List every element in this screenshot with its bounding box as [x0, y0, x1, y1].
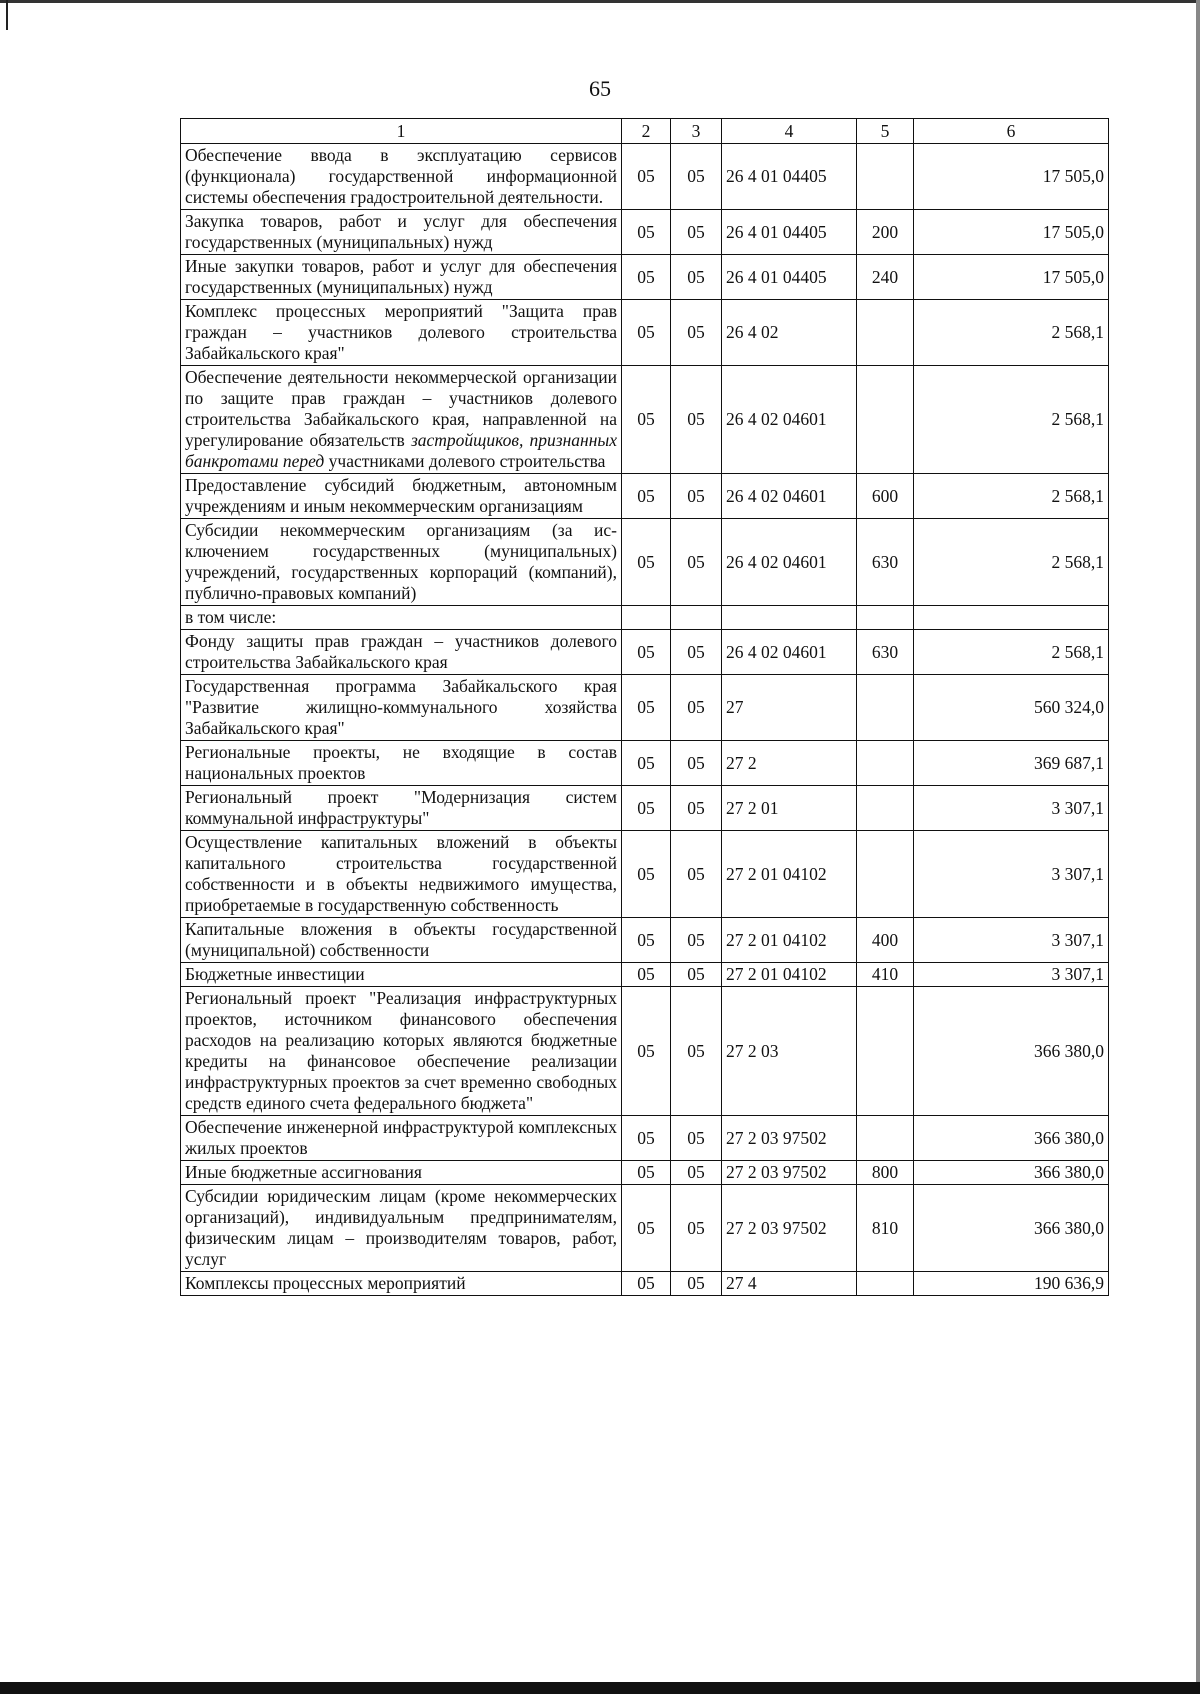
amount-cell: 17 505,0	[914, 255, 1109, 300]
header-cell: 4	[722, 119, 857, 144]
scan-edge-top	[0, 0, 1200, 3]
expense-type-cell: 400	[857, 918, 914, 963]
subsection-code-cell: 05	[671, 630, 722, 675]
target-article-cell: 26 4 02 04601	[722, 519, 857, 606]
subsection-code-cell: 05	[671, 741, 722, 786]
section-code-cell: 05	[622, 1185, 671, 1272]
section-code-cell: 05	[622, 144, 671, 210]
row-name-cell	[181, 786, 622, 831]
row-name-cell	[181, 831, 622, 918]
expense-type-cell: 800	[857, 1161, 914, 1185]
subsection-code-cell: 05	[671, 786, 722, 831]
amount-cell: 366 380,0	[914, 987, 1109, 1116]
amount-cell: 3 307,1	[914, 918, 1109, 963]
amount-cell	[914, 606, 1109, 630]
subsection-code-cell: 05	[671, 210, 722, 255]
section-code-cell: 05	[622, 786, 671, 831]
section-code-cell: 05	[622, 210, 671, 255]
row-name: Закупка товаров, работ и услуг для обеспечения государственных (муниципальных) нужд	[185, 211, 617, 252]
subsection-code-cell: 05	[671, 918, 722, 963]
row-name: в том числе:	[185, 607, 277, 627]
expense-type-cell	[857, 144, 914, 210]
target-article-cell: 27 4	[722, 1272, 857, 1296]
target-article-cell: 26 4 02	[722, 300, 857, 366]
row-name-cell	[181, 1116, 622, 1161]
subsection-code-cell: 05	[671, 519, 722, 606]
table-row	[181, 1161, 1109, 1185]
table-row	[181, 831, 1109, 918]
row-name-cell	[181, 606, 622, 630]
row-name-cell	[181, 519, 622, 606]
section-code-cell: 05	[622, 1116, 671, 1161]
row-name-cell	[181, 987, 622, 1116]
target-article-cell: 27 2 01 04102	[722, 831, 857, 918]
section-code-cell	[622, 606, 671, 630]
header-cell: 6	[914, 119, 1109, 144]
row-name: Региональные проекты, не входящие в состав национальных проектов	[185, 742, 617, 783]
table-row	[181, 918, 1109, 963]
amount-cell: 366 380,0	[914, 1161, 1109, 1185]
subsection-code-cell: 05	[671, 987, 722, 1116]
expense-type-cell: 200	[857, 210, 914, 255]
table-row	[181, 366, 1109, 474]
target-article-cell: 27 2	[722, 741, 857, 786]
table-row	[181, 630, 1109, 675]
row-name-cell	[181, 630, 622, 675]
section-code-cell: 05	[622, 918, 671, 963]
scan-edge-bottom	[0, 1682, 1200, 1694]
target-article-cell: 27 2 01	[722, 786, 857, 831]
row-name: Осуществление капитальных вложений в объекты капитального строительства государственной собственности и в объекты недвижимого имущества, приобретаемые в государственную собственность	[185, 832, 617, 915]
subsection-code-cell: 05	[671, 1116, 722, 1161]
section-code-cell: 05	[622, 1161, 671, 1185]
table-row	[181, 474, 1109, 519]
row-name-cell	[181, 963, 622, 987]
row-name: Обеспечение ввода в эксплуатацию сервисов (функционала) государственной информационной системы обеспечения градостроительной деятельности.	[185, 145, 617, 207]
row-name: Субсидии некоммерческим организациям (за исключением государственных (муниципальных) учреждений, государственных корпораций (компаний), публично-правовых компаний)	[185, 520, 617, 603]
target-article-cell: 27 2 01 04102	[722, 918, 857, 963]
section-code-cell: 05	[622, 987, 671, 1116]
subsection-code-cell: 05	[671, 144, 722, 210]
row-name: Обеспечение деятельности некоммерческой организации по защите прав граждан – участников долевого строительства Забайкальского края, направленной на урегулирование обязательств	[185, 367, 617, 450]
header-cell: 2	[622, 119, 671, 144]
table-row	[181, 675, 1109, 741]
subsection-code-cell: 05	[671, 474, 722, 519]
amount-cell: 366 380,0	[914, 1116, 1109, 1161]
amount-cell: 2 568,1	[914, 474, 1109, 519]
row-name: Государственная программа Забайкальского края "Развитие жилищно-коммунального хозяйства Забайкальского края"	[185, 676, 617, 738]
amount-cell: 366 380,0	[914, 1185, 1109, 1272]
expense-type-cell	[857, 831, 914, 918]
row-name-cell	[181, 366, 622, 474]
expense-type-cell: 410	[857, 963, 914, 987]
subsection-code-cell: 05	[671, 1185, 722, 1272]
target-article-cell: 26 4 02 04601	[722, 630, 857, 675]
row-name-cell	[181, 255, 622, 300]
target-article-cell: 27	[722, 675, 857, 741]
row-name-cell	[181, 1185, 622, 1272]
expense-type-cell: 810	[857, 1185, 914, 1272]
page-number: 65	[589, 76, 611, 101]
target-article-cell: 27 2 01 04102	[722, 963, 857, 987]
target-article-cell: 26 4 02 04601	[722, 474, 857, 519]
section-code-cell: 05	[622, 963, 671, 987]
expense-type-cell	[857, 1116, 914, 1161]
target-article-cell: 27 2 03 97502	[722, 1116, 857, 1161]
row-name-cell	[181, 144, 622, 210]
subsection-code-cell: 05	[671, 366, 722, 474]
table-row	[181, 210, 1109, 255]
amount-cell: 2 568,1	[914, 630, 1109, 675]
section-code-cell: 05	[622, 255, 671, 300]
row-name: Комплексы процессных мероприятий	[185, 1273, 466, 1293]
amount-cell: 3 307,1	[914, 963, 1109, 987]
table-row	[181, 519, 1109, 606]
section-code-cell: 05	[622, 366, 671, 474]
target-article-cell: 27 2 03 97502	[722, 1185, 857, 1272]
table-row	[181, 963, 1109, 987]
header-cell: 5	[857, 119, 914, 144]
row-name-tail: участниками долевого строительства	[328, 451, 606, 471]
amount-cell: 2 568,1	[914, 300, 1109, 366]
amount-cell: 190 636,9	[914, 1272, 1109, 1296]
expense-type-cell	[857, 675, 914, 741]
section-code-cell: 05	[622, 519, 671, 606]
row-name: Обеспечение инженерной инфраструктурой комплексных жилых проектов	[185, 1117, 617, 1158]
row-name: Региональный проект "Модернизация систем коммунальной инфраструктуры"	[185, 787, 617, 828]
row-name-cell	[181, 474, 622, 519]
amount-cell: 17 505,0	[914, 144, 1109, 210]
target-article-cell: 26 4 01 04405	[722, 255, 857, 300]
table-row	[181, 255, 1109, 300]
row-name: Комплекс процессных мероприятий "Защита прав граждан – участников долевого строительства Забайкальского края"	[185, 301, 617, 363]
row-name: Иные закупки товаров, работ и услуг для обеспечения государственных (муниципальных) нужд	[185, 256, 617, 297]
row-name-cell	[181, 210, 622, 255]
amount-cell: 3 307,1	[914, 831, 1109, 918]
target-article-cell: 26 4 01 04405	[722, 144, 857, 210]
table-row	[181, 987, 1109, 1116]
expense-type-cell	[857, 300, 914, 366]
expense-type-cell	[857, 606, 914, 630]
subsection-code-cell: 05	[671, 255, 722, 300]
scan-edge-right	[1196, 0, 1200, 1694]
row-name-cell	[181, 1272, 622, 1296]
row-name-cell	[181, 918, 622, 963]
expense-type-cell	[857, 366, 914, 474]
header-cell: 3	[671, 119, 722, 144]
expense-type-cell	[857, 1272, 914, 1296]
target-article-cell: 27 2 03	[722, 987, 857, 1116]
section-code-cell: 05	[622, 300, 671, 366]
expense-type-cell: 240	[857, 255, 914, 300]
amount-cell: 2 568,1	[914, 519, 1109, 606]
expense-type-cell: 630	[857, 630, 914, 675]
target-article-cell: 27 2 03 97502	[722, 1161, 857, 1185]
row-name: Капитальные вложения в объекты государственной (муниципальной) собственности	[185, 919, 617, 960]
row-name: Предоставление субсидий бюджетным, автономным учреждениям и иным некоммерческим организациям	[185, 475, 617, 516]
scan-edge-left	[6, 0, 8, 30]
table-row	[181, 1272, 1109, 1296]
expense-type-cell	[857, 987, 914, 1116]
expense-type-cell	[857, 786, 914, 831]
table-row	[181, 741, 1109, 786]
row-name-cell	[181, 300, 622, 366]
row-name: Бюджетные инвестиции	[185, 964, 365, 984]
table-row	[181, 786, 1109, 831]
section-code-cell: 05	[622, 675, 671, 741]
row-name-cell	[181, 1161, 622, 1185]
amount-cell: 560 324,0	[914, 675, 1109, 741]
subsection-code-cell: 05	[671, 300, 722, 366]
amount-cell: 369 687,1	[914, 741, 1109, 786]
row-name-cell	[181, 675, 622, 741]
section-code-cell: 05	[622, 1272, 671, 1296]
section-code-cell: 05	[622, 741, 671, 786]
table-row	[181, 606, 1109, 630]
table-row	[181, 1116, 1109, 1161]
expense-type-cell	[857, 741, 914, 786]
subsection-code-cell: 05	[671, 831, 722, 918]
row-name: Региональный проект "Реализация инфраструктурных проектов, источником финансового обеспечения расходов на реализацию которых являются бюджетные кредиты на финансовое обеспечение реализации инфраструктурных проектов за счет временно свободных средств единого счета федерального бюджета"	[185, 988, 617, 1113]
row-name: Иные бюджетные ассигнования	[185, 1162, 422, 1182]
target-article-cell: 26 4 02 04601	[722, 366, 857, 474]
expense-type-cell: 630	[857, 519, 914, 606]
budget-table	[180, 118, 1109, 1296]
subsection-code-cell: 05	[671, 963, 722, 987]
subsection-code-cell: 05	[671, 675, 722, 741]
subsection-code-cell: 05	[671, 1272, 722, 1296]
table-row	[181, 144, 1109, 210]
section-code-cell: 05	[622, 630, 671, 675]
row-name-cell	[181, 741, 622, 786]
table-body	[181, 144, 1109, 1296]
amount-cell: 2 568,1	[914, 366, 1109, 474]
subsection-code-cell	[671, 606, 722, 630]
table-row	[181, 1185, 1109, 1272]
header-cell: 1	[181, 119, 622, 144]
amount-cell: 3 307,1	[914, 786, 1109, 831]
row-name: Субсидии юридическим лицам (кроме некоммерческих организаций), индивидуальным предпринимателям, физическим лицам – производителям товаров, работ, услуг	[185, 1186, 617, 1269]
subsection-code-cell: 05	[671, 1161, 722, 1185]
table-row	[181, 300, 1109, 366]
section-code-cell: 05	[622, 474, 671, 519]
target-article-cell: 26 4 01 04405	[722, 210, 857, 255]
expense-type-cell: 600	[857, 474, 914, 519]
header-row	[181, 119, 1109, 144]
row-name-italic: застройщиков, признанных банкротами перед	[185, 430, 618, 471]
section-code-cell: 05	[622, 831, 671, 918]
amount-cell: 17 505,0	[914, 210, 1109, 255]
target-article-cell	[722, 606, 857, 630]
row-name: Фонду защиты прав граждан – участников долевого строительства Забайкальского края	[185, 631, 617, 672]
